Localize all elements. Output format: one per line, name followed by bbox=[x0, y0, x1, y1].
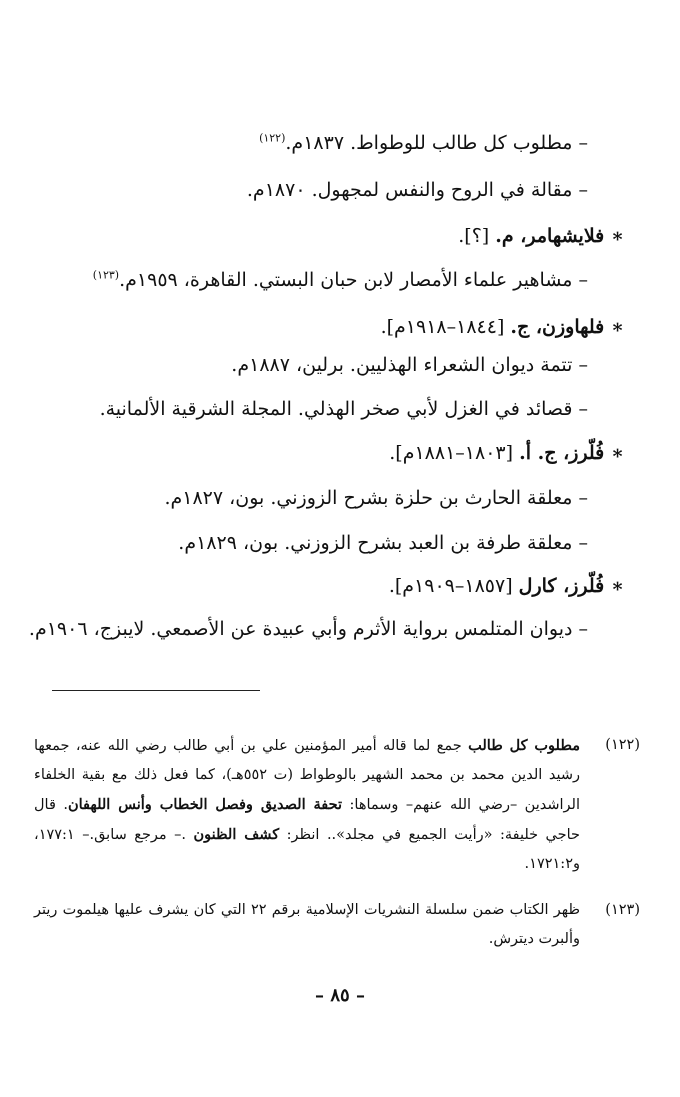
entry-line-2: – مقالة في الروح والنفس لمجهول. ١٨٧٠م. bbox=[246, 179, 588, 201]
entry-line-3: – مشاهير علماء الأمصار لابن حبان البستي. القاهرة، ١٩٥٩م.$^{(١٢٣)}$ bbox=[92, 268, 588, 291]
author-heading-3: ∗ فُلّرز، ج. أ. [١٨٠٣–١٨٨١م]. bbox=[389, 442, 624, 464]
footnote-122 bbox=[34, 731, 640, 879]
footnote-number: (١٢٢) bbox=[605, 737, 640, 753]
author-heading-4: ∗ فُلّرز، كارل [١٨٥٧–١٩٠٩م]. bbox=[388, 575, 624, 597]
entry-line-7: – معلقة طرفة بن العبد بشرح الزوزني. بون، ١٨٢٩م. bbox=[178, 532, 588, 554]
footnote-text: ظهر الكتاب ضمن سلسلة النشريات الإسلامية برقم ٢٢ التي كان يشرف عليها هيلموت ريتر وألبرت ديترش. bbox=[34, 902, 580, 947]
footnote-ref-123[interactable]: (١٢٣) bbox=[92, 268, 120, 282]
entry-line-1: – مطلوب كل طالب للوطواط. ١٨٣٧م.$^{(١٢٢)}$ bbox=[259, 131, 588, 154]
footnote-number: (١٢٣) bbox=[605, 902, 640, 918]
entry-line-4: – تتمة ديوان الشعراء الهذليين. برلين، ١٨٨٧م. bbox=[231, 354, 588, 376]
footnote-divider bbox=[52, 690, 260, 691]
footnote-ref-122[interactable]: (١٢٢) bbox=[259, 131, 286, 145]
author-heading-2: ∗ فلهاوزن، ج. [١٨٤٤–١٩١٨م]. bbox=[380, 316, 624, 338]
entry-line-6: – معلقة الحارث بن حلزة بشرح الزوزني. بون، ١٨٢٧م. bbox=[164, 487, 588, 509]
footnote-123 bbox=[34, 896, 640, 954]
author-heading-1: ∗ فلايشهامر، م. [؟]. bbox=[458, 225, 624, 247]
page-number: – ٨٥ – bbox=[315, 985, 365, 1006]
entry-line-8: – ديوان المتلمس برواية الأثرم وأبي عبيدة عن الأصمعي. لايبزج، ١٩٠٦م. bbox=[28, 618, 588, 640]
footnote-text: مطلوب كل طالب جمع لما قاله أمير المؤمنين علي بن أبي طالب رضي الله عنه، جمعها رشيد الدين محمد بن محمد الشهير بالوطواط (ت ٥٥٢هـ)، كما فعل ذلك مع بقية الخلفاء الراشدين –رضي الله عنهم– وسماها: تحفة الصديق وفصل الخطاب وأنس اللهفان. قال حاجي خليفة: «رأيت الجميع في مجلد».. انظر: كشف الظنون .– مرجع سابق.– ١٧٧:١، و١٧٢١:٢. bbox=[34, 737, 580, 872]
entry-line-5: – قصائد في الغزل لأبي صخر الهذلي. المجلة الشرقية الألمانية. bbox=[99, 398, 588, 420]
